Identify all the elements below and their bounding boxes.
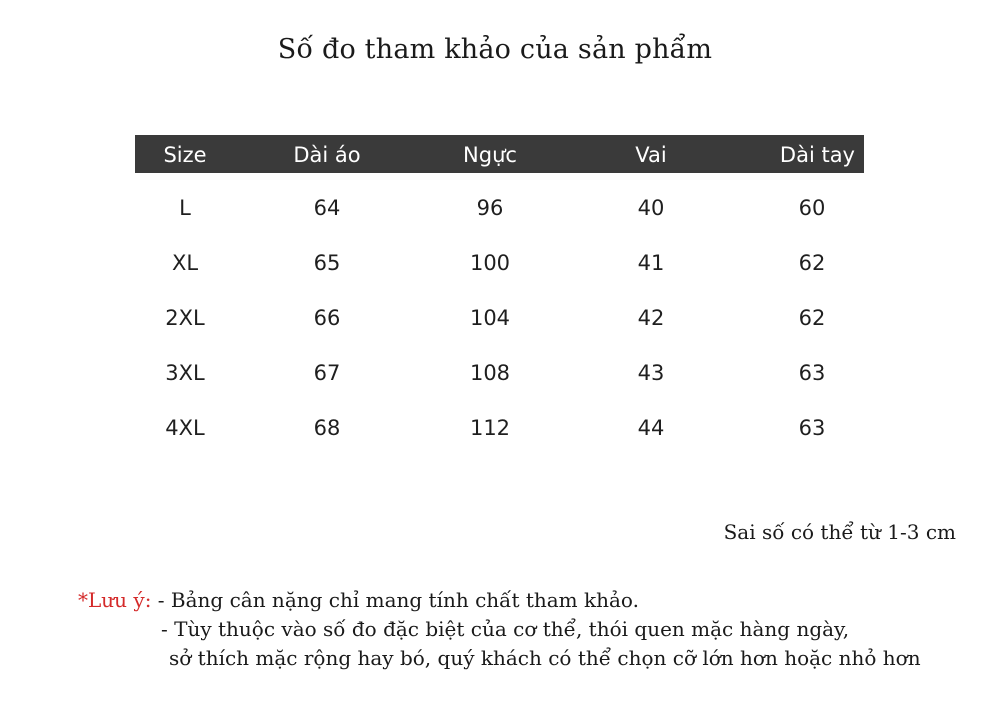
size-table — [135, 135, 864, 448]
cell-shoulder: 40 — [637, 196, 665, 220]
table-row — [135, 393, 864, 448]
note-text-1: - Bảng cân nặng chỉ mang tính chất tham khảo. — [151, 588, 639, 612]
header-size: Size — [163, 143, 207, 167]
cell-shoulder: 43 — [637, 361, 665, 385]
cell-chest: 104 — [469, 306, 511, 330]
table-header-row — [135, 135, 864, 173]
cell-chest: 112 — [469, 416, 511, 440]
table-row — [135, 228, 864, 283]
table-row — [135, 338, 864, 393]
page-title: Số đo tham khảo của sản phẩm — [277, 34, 713, 65]
cell-shoulder: 44 — [637, 416, 665, 440]
notes-block — [78, 586, 921, 673]
cell-length: 65 — [313, 251, 341, 275]
cell-length: 67 — [313, 361, 341, 385]
note-line-2: - Tùy thuộc vào số đo đặc biệt của cơ thể, thói quen mặc hàng ngày, — [161, 617, 850, 641]
cell-chest: 100 — [469, 251, 511, 275]
cell-shoulder: 41 — [637, 251, 665, 275]
table-row — [135, 283, 864, 338]
cell-length: 64 — [313, 196, 341, 220]
header-length: Dài áo — [293, 143, 361, 167]
header-sleeve: Dài tay — [779, 143, 855, 167]
cell-size: L — [179, 196, 191, 220]
cell-sleeve: 63 — [798, 361, 826, 385]
cell-chest: 108 — [469, 361, 511, 385]
cell-size: 4XL — [165, 416, 205, 440]
cell-chest: 96 — [476, 196, 504, 220]
table-row — [135, 173, 864, 228]
cell-sleeve: 62 — [798, 251, 826, 275]
cell-length: 66 — [313, 306, 341, 330]
note-label: *Lưu ý: — [78, 588, 152, 612]
cell-sleeve: 60 — [798, 196, 826, 220]
cell-sleeve: 62 — [798, 306, 826, 330]
cell-size: 2XL — [165, 306, 205, 330]
note-line-3: sở thích mặc rộng hay bó, quý khách có thể chọn cỡ lớn hơn hoặc nhỏ hơn — [169, 646, 921, 670]
tolerance-note: Sai số có thể từ 1-3 cm — [723, 520, 956, 544]
header-shoulder: Vai — [635, 143, 667, 167]
cell-size: XL — [171, 251, 199, 275]
cell-shoulder: 42 — [637, 306, 665, 330]
cell-sleeve: 63 — [798, 416, 826, 440]
note-line-1 — [78, 586, 921, 615]
header-chest: Ngực — [463, 143, 517, 167]
cell-length: 68 — [313, 416, 341, 440]
cell-size: 3XL — [165, 361, 205, 385]
